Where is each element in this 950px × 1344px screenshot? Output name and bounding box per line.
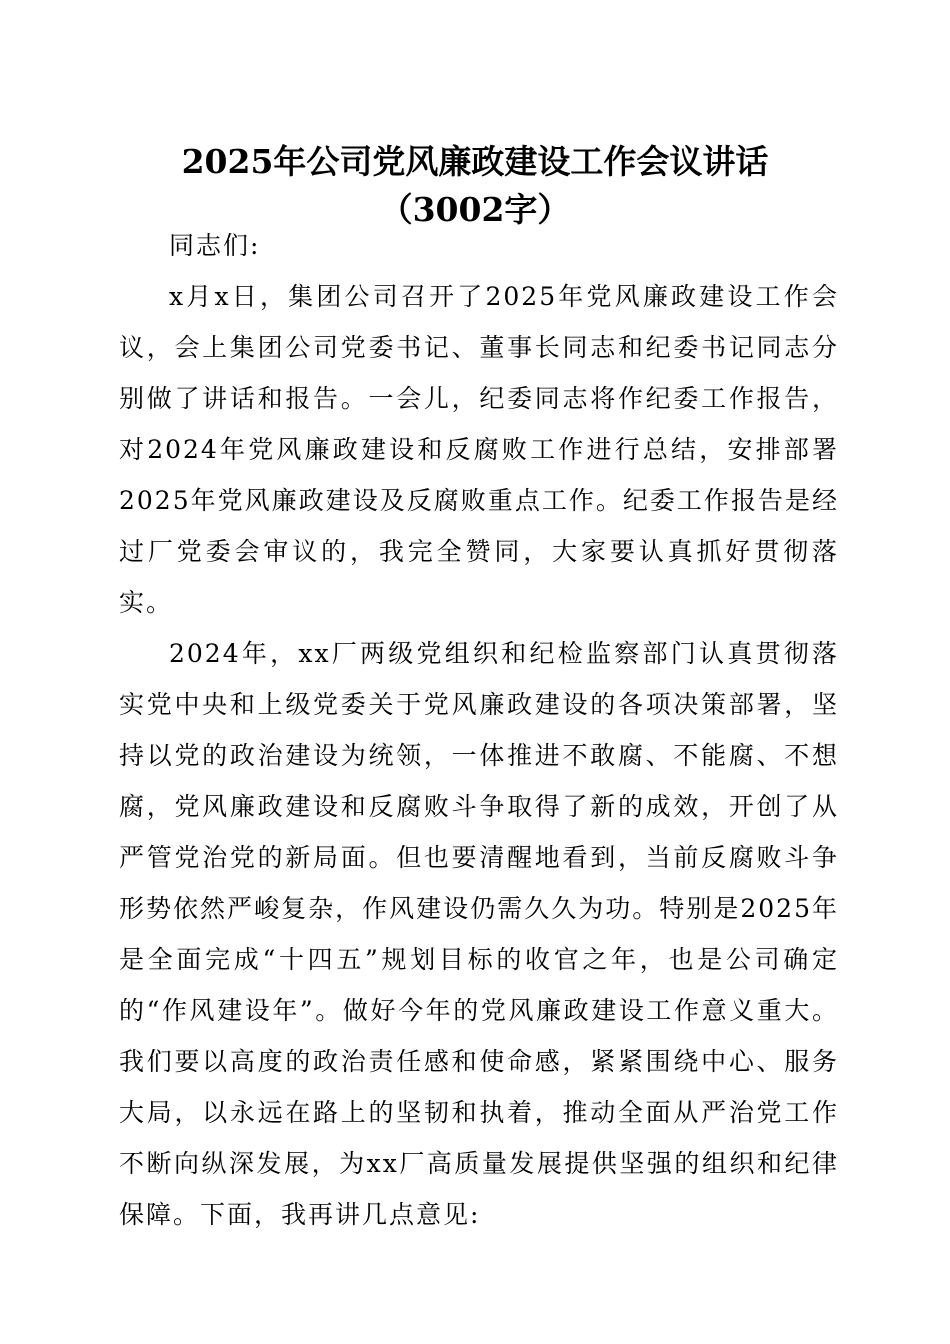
document-word-count: （3002字） [379, 190, 571, 229]
paragraph-1: x月x日，集团公司召开了2025年党风廉政建设工作会议，会上集团公司党委书记、董事长同志和纪委书记同志分别做了讲话和报告。一会儿，纪委同志将作纪委工作报告，对2024年党风廉政建设和反腐败工作进行总结，安排部署2025年党风廉政建设及反腐败重点工作。纪委工作报告是经过厂党委会审议的，我完全赞同，大家要认真抓好贯彻落实。 [119, 282, 839, 617]
paragraph-2: 2024年，xx厂两级党组织和纪检监察部门认真贯彻落实党中央和上级党委关于党风廉政建设的各项决策部署，坚持以党的政治建设为统领，一体推进不敢腐、不能腐、不想腐，党风廉政建设和反腐败斗争取得了新的成效，开创了从严管党治党的新局面。但也要清醒地看到，当前反腐败斗争形势依然严峻复杂，作风建设仍需久久为功。特别是2025年是全面完成“十四五”规划目标的收官之年，也是公司确定的“作风建设年”。做好今年的党风廉政建设工作意义重大。我们要以高度的政治责任感和使命感，紧紧围绕中心、服务大局，以永远在路上的坚韧和执着，推动全面从严治党工作不断向纵深发展，为xx厂高质量发展提供坚强的组织和纪律保障。下面，我再讲几点意见: [119, 639, 839, 1229]
document-title: 2025年公司党风廉政建设工作会议讲话 [181, 142, 769, 181]
document-body [119, 220, 839, 1240]
greeting: 同志们: [169, 231, 261, 260]
